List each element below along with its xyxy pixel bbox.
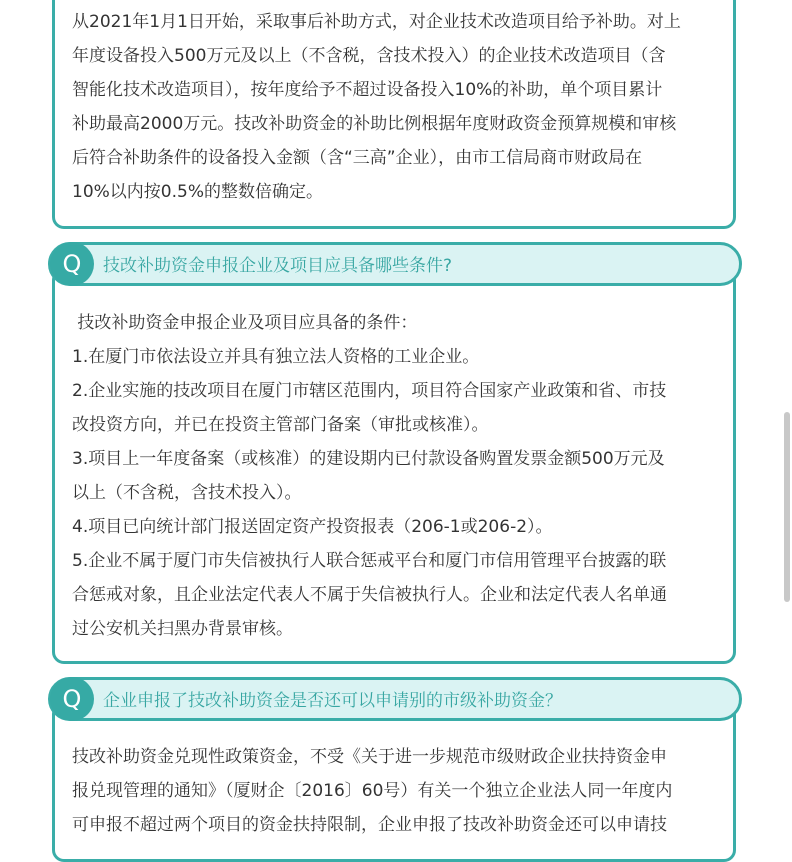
question-title-2: 企业申报了技改补助资金是否还可以申请别的市级补助资金？ xyxy=(103,691,562,711)
answer-line: 2.企业实施的技改项目在厦门市辖区范围内，项目符合国家产业政策和省、市技 xyxy=(72,381,667,401)
answer-line: 过公安机关扫黑办背景审核。 xyxy=(72,619,293,639)
answer-line: 技改补助资金申报企业及项目应具备的条件： xyxy=(72,313,418,333)
vertical-scrollbar[interactable] xyxy=(784,412,790,602)
answer-line: 技改补助资金兑现性政策资金，不受《关于进一步规范市级财政企业扶持资金申 xyxy=(72,747,667,767)
answer-line: 5.企业不属于厦门市失信被执行人联合惩戒平台和厦门市信用管理平台披露的联 xyxy=(72,551,667,571)
answer-text-1 xyxy=(72,306,732,646)
answer-line: 以上（不含税，含技术投入）。 xyxy=(72,483,302,503)
answer-line: 年度设备投入500万元及以上（不含税，含技术投入）的企业技术改造项目（含 xyxy=(72,46,666,66)
answer-line: 报兑现管理的通知》（厦财企〔2016〕60号）有关一个独立企业法人同一年度内 xyxy=(72,781,673,801)
answer-line: 3.项目上一年度备案（或核准）的建设期内已付款设备购置发票金额500万元及 xyxy=(72,449,665,469)
answer-line: 可申报不超过两个项目的资金扶持限制，企业申报了技改补助资金还可以申请技 xyxy=(72,815,667,835)
question-q-icon: Q xyxy=(50,677,94,721)
answer-line: 改投资方向，并已在投资主管部门备案（审批或核准）。 xyxy=(72,415,489,435)
answer-line: 后符合补助条件的设备投入金额（含“三高”企业），由市工信局商市财政局在 xyxy=(72,148,643,168)
answer-line: 合惩戒对象，且企业法定代表人不属于失信被执行人。企业和法定代表人名单通 xyxy=(72,585,667,605)
question-title-1: 技改补助资金申报企业及项目应具备哪些条件? xyxy=(103,256,453,276)
answer-text-previous xyxy=(72,5,732,209)
answer-line: 10%以内按0.5%的整数倍确定。 xyxy=(72,182,323,202)
answer-line: 4.项目已向统计部门报送固定资产投资报表（206-1或206-2）。 xyxy=(72,517,553,537)
answer-line: 从2021年1月1日开始，采取事后补助方式，对企业技术改造项目给予补助。对上 xyxy=(72,12,681,32)
answer-line: 补助最高2000万元。技改补助资金的补助比例根据年度财政资金预算规模和审核 xyxy=(72,114,677,134)
question-q-icon: Q xyxy=(50,242,94,286)
answer-text-2 xyxy=(72,740,732,842)
answer-line: 1.在厦门市依法设立并具有独立法人资格的工业企业。 xyxy=(72,347,480,367)
answer-line: 智能化技术改造项目），按年度给予不超过设备投入10%的补助，单个项目累计 xyxy=(72,80,663,100)
